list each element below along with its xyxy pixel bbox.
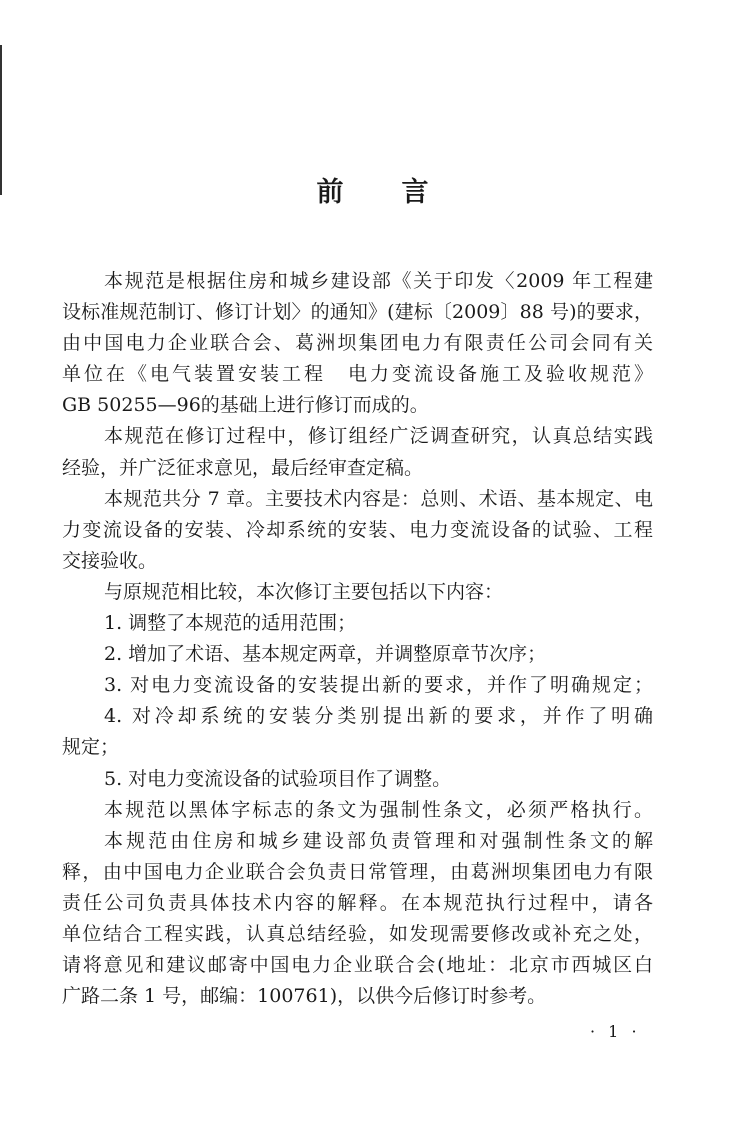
text-line: 责任公司负责具体技术内容的解释。在本规范执行过程中，请各 (62, 891, 653, 914)
text-line: 请将意见和建议邮寄中国电力企业联合会(地址：北京市西城区白 (62, 954, 653, 977)
text-line: 4. 对冷却系统的安装分类别提出新的要求，并作了明确 (104, 705, 653, 728)
text-line: 本规范以黑体字标志的条文为强制性条文，必须严格执行。 (104, 798, 653, 821)
page-title: 前言 (316, 177, 487, 208)
text-line: 本规范共分 7 章。主要技术内容是：总则、术语、基本规定、电 (104, 487, 653, 510)
text-line: 规定； (62, 736, 120, 759)
page-number: · 1 · (590, 1022, 641, 1041)
preface-body (62, 266, 653, 1012)
text-line: 广路二条 1 号，邮编：100761)，以供今后修订时参考。 (62, 985, 547, 1008)
text-line: 交接验收。 (62, 549, 158, 572)
text-line: 本规范由住房和城乡建设部负责管理和对强制性条文的解 (104, 829, 653, 852)
text-line: 力变流设备的安装、冷却系统的安装、电力变流设备的试验、工程 (62, 518, 653, 541)
text-line: 单位结合工程实践，认真总结经验，如发现需要修改或补充之处， (62, 922, 653, 945)
text-line: 与原规范相比较，本次修订主要包括以下内容： (104, 580, 504, 603)
text-line: 由中国电力企业联合会、葛洲坝集团电力有限责任公司会同有关 (62, 332, 653, 355)
text-line: 5. 对电力变流设备的试验项目作了调整。 (104, 767, 452, 790)
text-line: 3. 对电力变流设备的安装提出新的要求，并作了明确规定； (104, 674, 653, 697)
text-line: 单位在《电气装置安装工程 电力变流设备施工及验收规范》 (62, 363, 653, 386)
text-line: 本规范在修订过程中，修订组经广泛调查研究，认真总结实践 (104, 425, 653, 448)
text-line: 释，由中国电力企业联合会负责日常管理，由葛洲坝集团电力有限 (62, 860, 653, 883)
text-line: 2. 增加了术语、基本规定两章，并调整原章节次序； (104, 643, 547, 666)
text-line: 本规范是根据住房和城乡建设部《关于印发〈2009 年工程建 (104, 270, 653, 292)
text-line: 1. 调整了本规范的适用范围； (104, 612, 357, 635)
text-line: GB 50255—96的基础上进行修订而成的。 (62, 394, 429, 417)
text-line: 设标准规范制订、修订计划〉的通知》(建标〔2009〕88 号)的要求， (62, 301, 653, 324)
text-line: 经验，并广泛征求意见，最后经审查定稿。 (62, 456, 424, 479)
